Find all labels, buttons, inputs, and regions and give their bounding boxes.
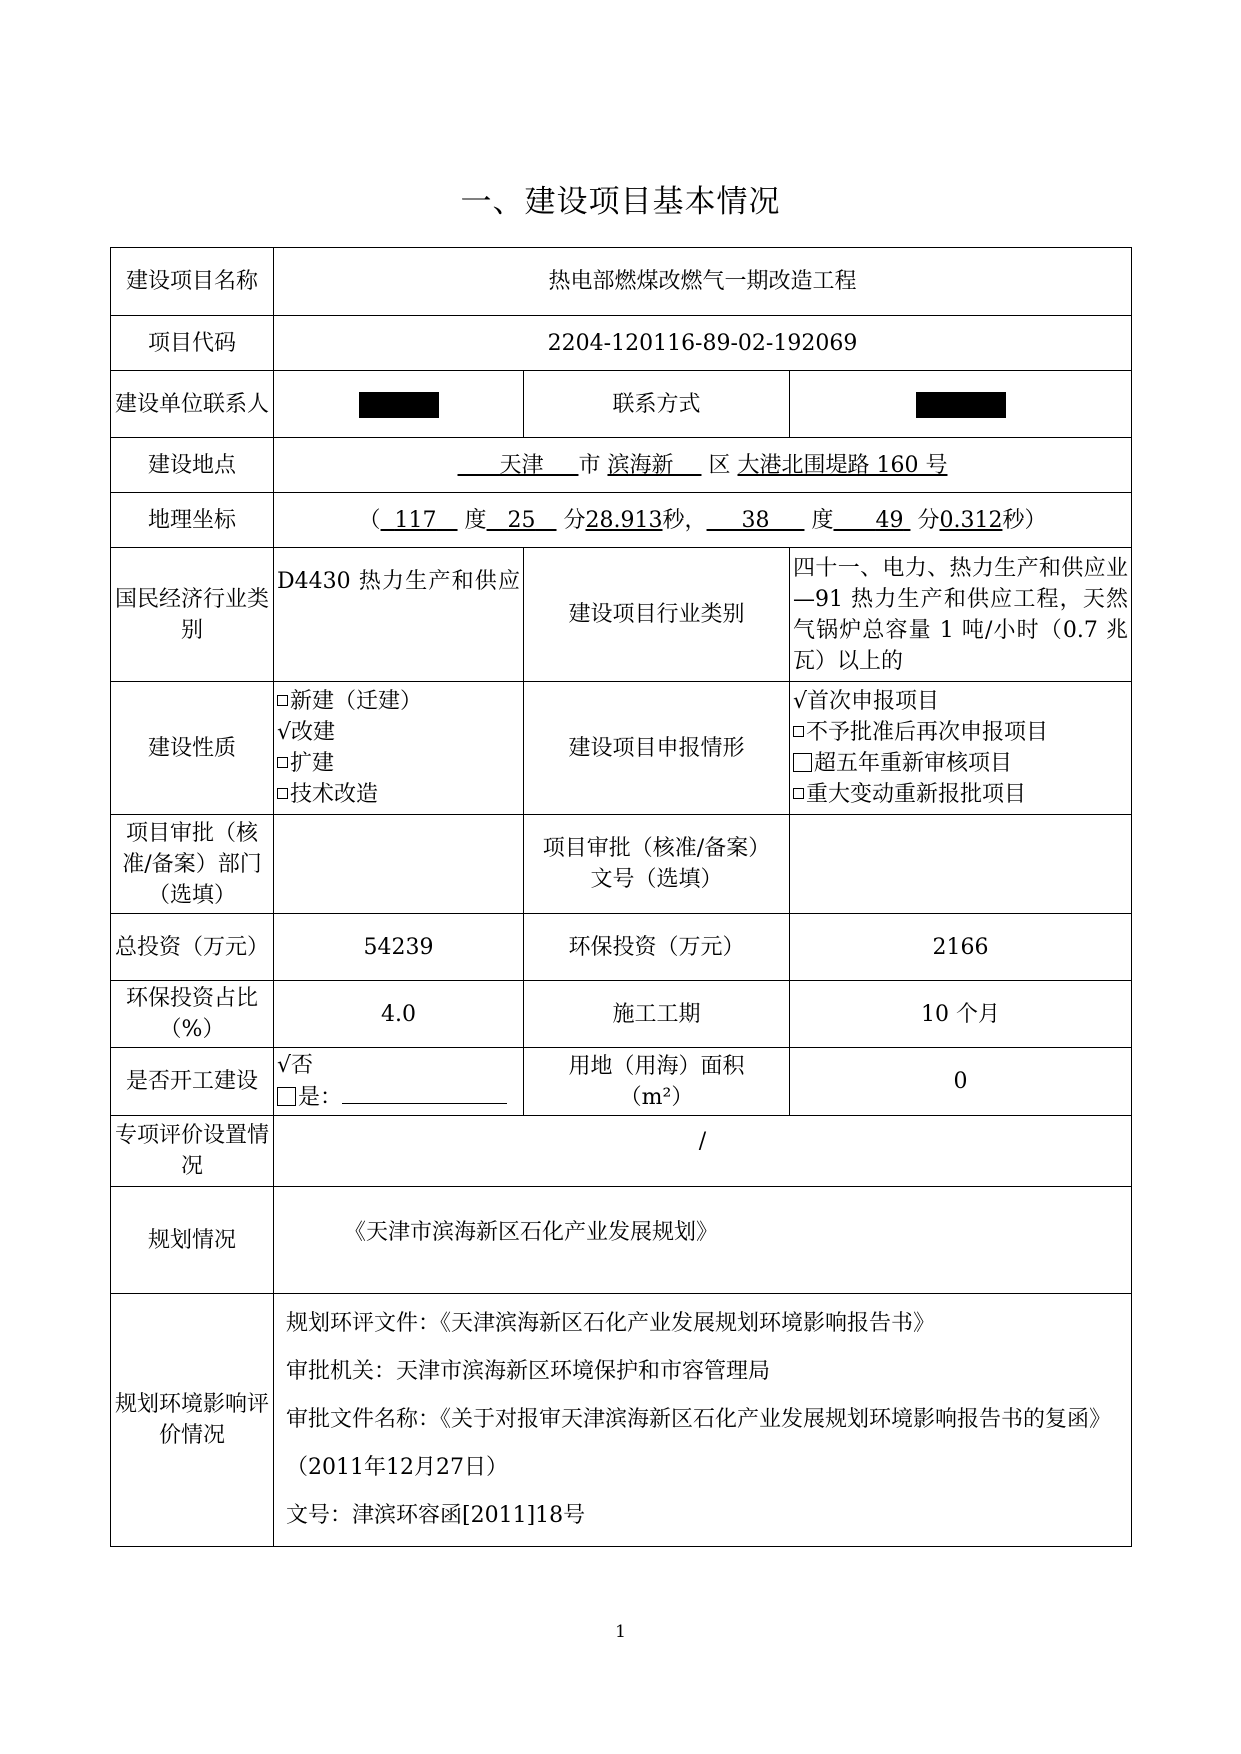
label-special-eval: 专项评价设置情况 <box>111 1116 274 1187</box>
declare-options <box>790 682 1132 815</box>
location-city-suffix: 市 <box>578 452 601 478</box>
lat-degree: 38 <box>741 507 770 533</box>
lon-degree: 117 <box>394 507 437 533</box>
value-approval-dept <box>274 815 524 914</box>
value-total-investment: 54239 <box>274 914 524 981</box>
checkbox-icon <box>793 726 804 737</box>
value-contact-person <box>274 371 524 438</box>
checkbox-icon <box>277 757 288 768</box>
label-location: 建设地点 <box>111 438 274 493</box>
label-started: 是否开工建设 <box>111 1048 274 1116</box>
blank-line <box>342 1081 507 1104</box>
eia-authority: 审批机关：天津市滨海新区环境保护和市容管理局 <box>286 1359 771 1384</box>
location-district-suffix: 区 <box>708 452 731 478</box>
label-env-ratio: 环保投资占比（%） <box>111 981 274 1048</box>
label-project-industry: 建设项目行业类别 <box>524 548 790 682</box>
row-approval <box>111 815 1132 914</box>
option-yes: 是： <box>277 1081 520 1113</box>
label-approval-doc: 项目审批（核准/备案）文号（选填） <box>524 815 790 914</box>
label-coords: 地理坐标 <box>111 493 274 548</box>
label-land-area: 用地（用海）面积（m²） <box>524 1048 790 1116</box>
row-planning-eia <box>111 1294 1132 1547</box>
value-project-code: 2204-120116-89-02-192069 <box>274 316 1132 371</box>
label-project-code: 项目代码 <box>111 316 274 371</box>
project-info-table <box>110 247 1132 1547</box>
option-redeclare: 不予批准后再次申报项目 <box>793 717 1128 748</box>
checkbox-icon <box>277 788 288 799</box>
value-planning-eia <box>274 1294 1132 1547</box>
lon-second: 28.913 <box>585 507 663 533</box>
page-number: 1 <box>615 1622 626 1642</box>
checkbox-icon <box>277 1087 296 1106</box>
label-nature: 建设性质 <box>111 682 274 815</box>
option-first-declare: √首次申报项目 <box>793 689 940 714</box>
location-city: 天津 <box>499 452 544 478</box>
label-contact-person: 建设单位联系人 <box>111 371 274 438</box>
value-contact-method <box>790 371 1132 438</box>
label-total-investment: 总投资（万元） <box>111 914 274 981</box>
row-nature <box>111 682 1132 815</box>
value-special-eval: / <box>274 1116 1132 1187</box>
lat-second: 0.312 <box>939 507 1003 533</box>
location-district: 滨海新 <box>607 452 674 478</box>
row-location <box>111 438 1132 493</box>
redacted-phone <box>916 392 1006 418</box>
label-env-investment: 环保投资（万元） <box>524 914 790 981</box>
eia-document: 规划环评文件：《天津滨海新区石化产业发展规划环境影响报告书》 <box>286 1311 936 1336</box>
option-tech-upgrade: 技术改造 <box>277 779 520 810</box>
row-project-name <box>111 248 1132 316</box>
lon-minute: 25 <box>507 507 536 533</box>
option-major-change: 重大变动重新报批项目 <box>793 779 1128 810</box>
row-started <box>111 1048 1132 1116</box>
row-industry <box>111 548 1132 682</box>
row-planning <box>111 1187 1132 1294</box>
value-project-industry: 四十一、电力、热力生产和供应业—91 热力生产和供应工程，天然气锅炉总容量 1 吨/小时（0.7 兆瓦）以上的 <box>790 548 1132 682</box>
row-coords <box>111 493 1132 548</box>
checkbox-icon <box>793 788 804 799</box>
label-planning-eia: 规划环境影响评价情况 <box>111 1294 274 1547</box>
option-rebuild: √改建 <box>277 720 336 745</box>
option-new: 新建（迁建） <box>277 686 520 717</box>
row-contact <box>111 371 1132 438</box>
value-approval-doc <box>790 815 1132 914</box>
row-investment <box>111 914 1132 981</box>
value-project-name: 热电部燃煤改燃气一期改造工程 <box>274 248 1132 316</box>
value-env-investment: 2166 <box>790 914 1132 981</box>
page-title: 一、建设项目基本情况 <box>460 184 781 220</box>
value-started <box>274 1048 524 1116</box>
label-construction-period: 施工工期 <box>524 981 790 1048</box>
redacted-name <box>359 392 439 418</box>
value-coords: （ 117 度 25 分28.913秒， 38 度 49 分0.312秒） <box>274 493 1132 548</box>
value-planning: 《天津市滨海新区石化产业发展规划》 <box>274 1187 1132 1294</box>
option-five-years: 超五年重新审核项目 <box>793 748 1128 779</box>
label-contact-method: 联系方式 <box>524 371 790 438</box>
row-special-eval <box>111 1116 1132 1187</box>
option-expand: 扩建 <box>277 748 520 779</box>
value-land-area: 0 <box>790 1048 1132 1116</box>
row-project-code <box>111 316 1132 371</box>
row-ratio <box>111 981 1132 1048</box>
label-planning: 规划情况 <box>111 1187 274 1294</box>
checkbox-icon <box>277 695 288 706</box>
lat-minute: 49 <box>875 507 904 533</box>
label-industry: 国民经济行业类别 <box>111 548 274 682</box>
checkbox-icon <box>793 753 812 772</box>
value-location <box>274 438 1132 493</box>
label-declare: 建设项目申报情形 <box>524 682 790 815</box>
value-construction-period: 10 个月 <box>790 981 1132 1048</box>
nature-options <box>274 682 524 815</box>
location-address: 大港北围堤路 160 号 <box>737 452 948 478</box>
label-approval-dept: 项目审批（核准/备案）部门（选填） <box>111 815 274 914</box>
eia-doc-number: 文号：津滨环容函[2011]18号 <box>286 1503 586 1528</box>
option-no: √否 <box>277 1053 314 1078</box>
label-project-name: 建设项目名称 <box>111 248 274 316</box>
eia-approval-name: 审批文件名称：《关于对报审天津滨海新区石化产业发展规划环境影响报告书的复函》（2011年12月27日） <box>286 1407 1112 1480</box>
value-industry: D4430 热力生产和供应 <box>274 548 524 682</box>
value-env-ratio: 4.0 <box>274 981 524 1048</box>
